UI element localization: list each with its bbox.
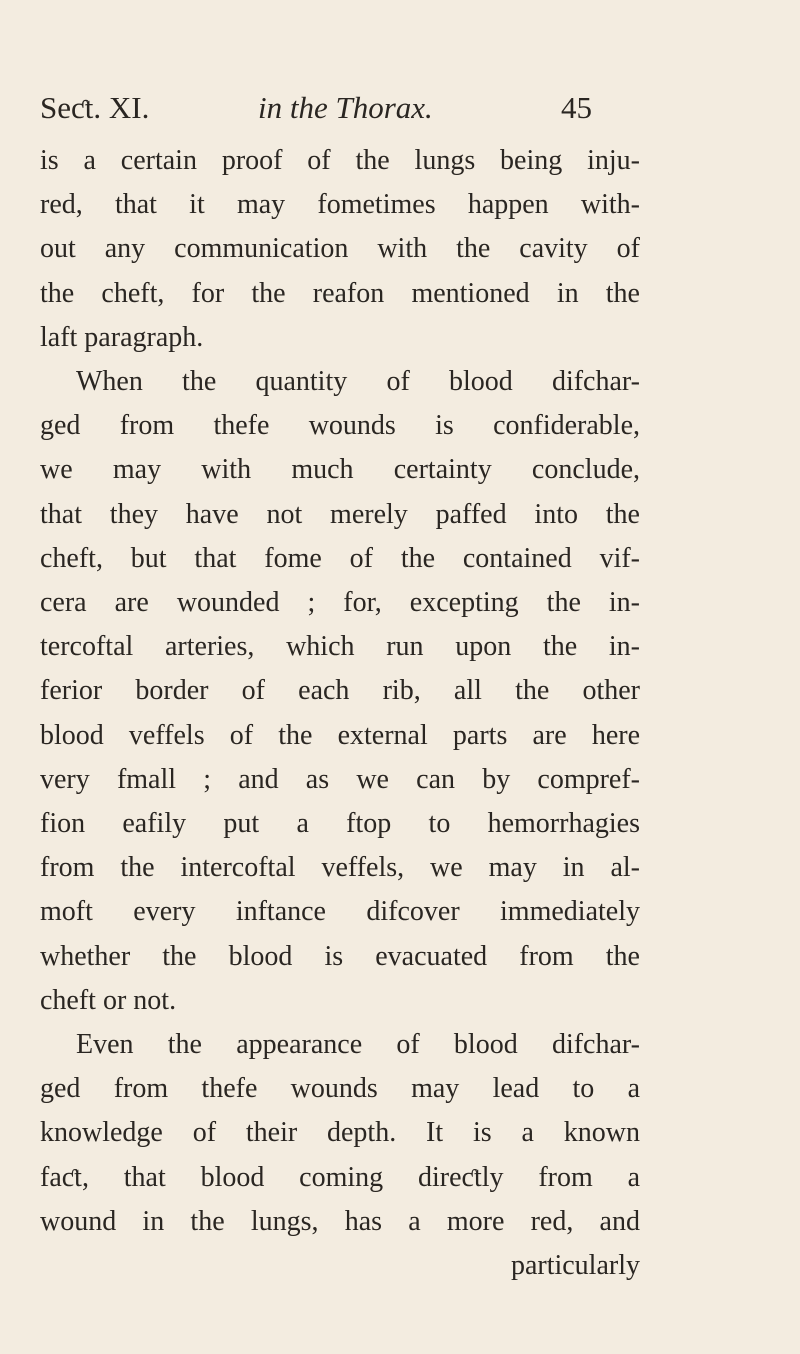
body-text xyxy=(40,139,640,1288)
text-line: moft every inftance difcover immediately xyxy=(40,896,640,928)
text-line: faƈt, that blood coming direƈtly from a xyxy=(40,1161,640,1193)
running-header xyxy=(40,88,640,128)
text-line: is a certain proof of the lungs being inju- xyxy=(40,145,640,176)
text-line: ged from thefe wounds may lead to a xyxy=(40,1073,640,1105)
text-line: When the quantity of blood difchar- xyxy=(76,366,640,398)
text-line: knowledge of their depth. It is a known xyxy=(40,1117,640,1149)
text-line: wound in the lungs, has a more red, and xyxy=(40,1205,640,1237)
text-line: the cheft, for the reafon mentioned in the xyxy=(40,277,640,309)
text-line: blood veffels of the external parts are here xyxy=(40,719,640,751)
running-title: in the Thorax. xyxy=(258,90,433,125)
text-line: ged from thefe wounds is confiderable, xyxy=(40,410,640,442)
text-line: from the intercoftal veffels, we may in al- xyxy=(40,852,640,884)
text-line: laft paragraph. xyxy=(40,321,204,353)
text-line: very fmall ; and as we can by compref- xyxy=(40,763,640,795)
text-line: red, that it may fometimes happen with- xyxy=(40,189,640,221)
text-line: tercoftal arteries, which run upon the in- xyxy=(40,631,640,663)
text-line: whether the blood is evacuated from the xyxy=(40,940,640,972)
catchword: particularly xyxy=(510,1250,640,1282)
text-line: fion eafily put a ftop to hemorrhagies xyxy=(40,808,640,840)
text-line: Even the appearance of blood difchar- xyxy=(76,1029,640,1061)
text-line: cheft or not. xyxy=(40,984,177,1016)
text-line: cera are wounded ; for, excepting the in- xyxy=(40,587,640,619)
text-line: we may with much certainty conclude, xyxy=(40,454,640,486)
section-label: Seƈt. XI. xyxy=(40,90,150,125)
text-line: cheft, but that fome of the contained vif- xyxy=(40,542,640,574)
page-number: 45 xyxy=(561,90,592,125)
text-line: that they have not merely paffed into the xyxy=(40,498,640,530)
text-line: out any communication with the cavity of xyxy=(40,233,640,265)
text-line: ferior border of each rib, all the other xyxy=(40,675,640,707)
